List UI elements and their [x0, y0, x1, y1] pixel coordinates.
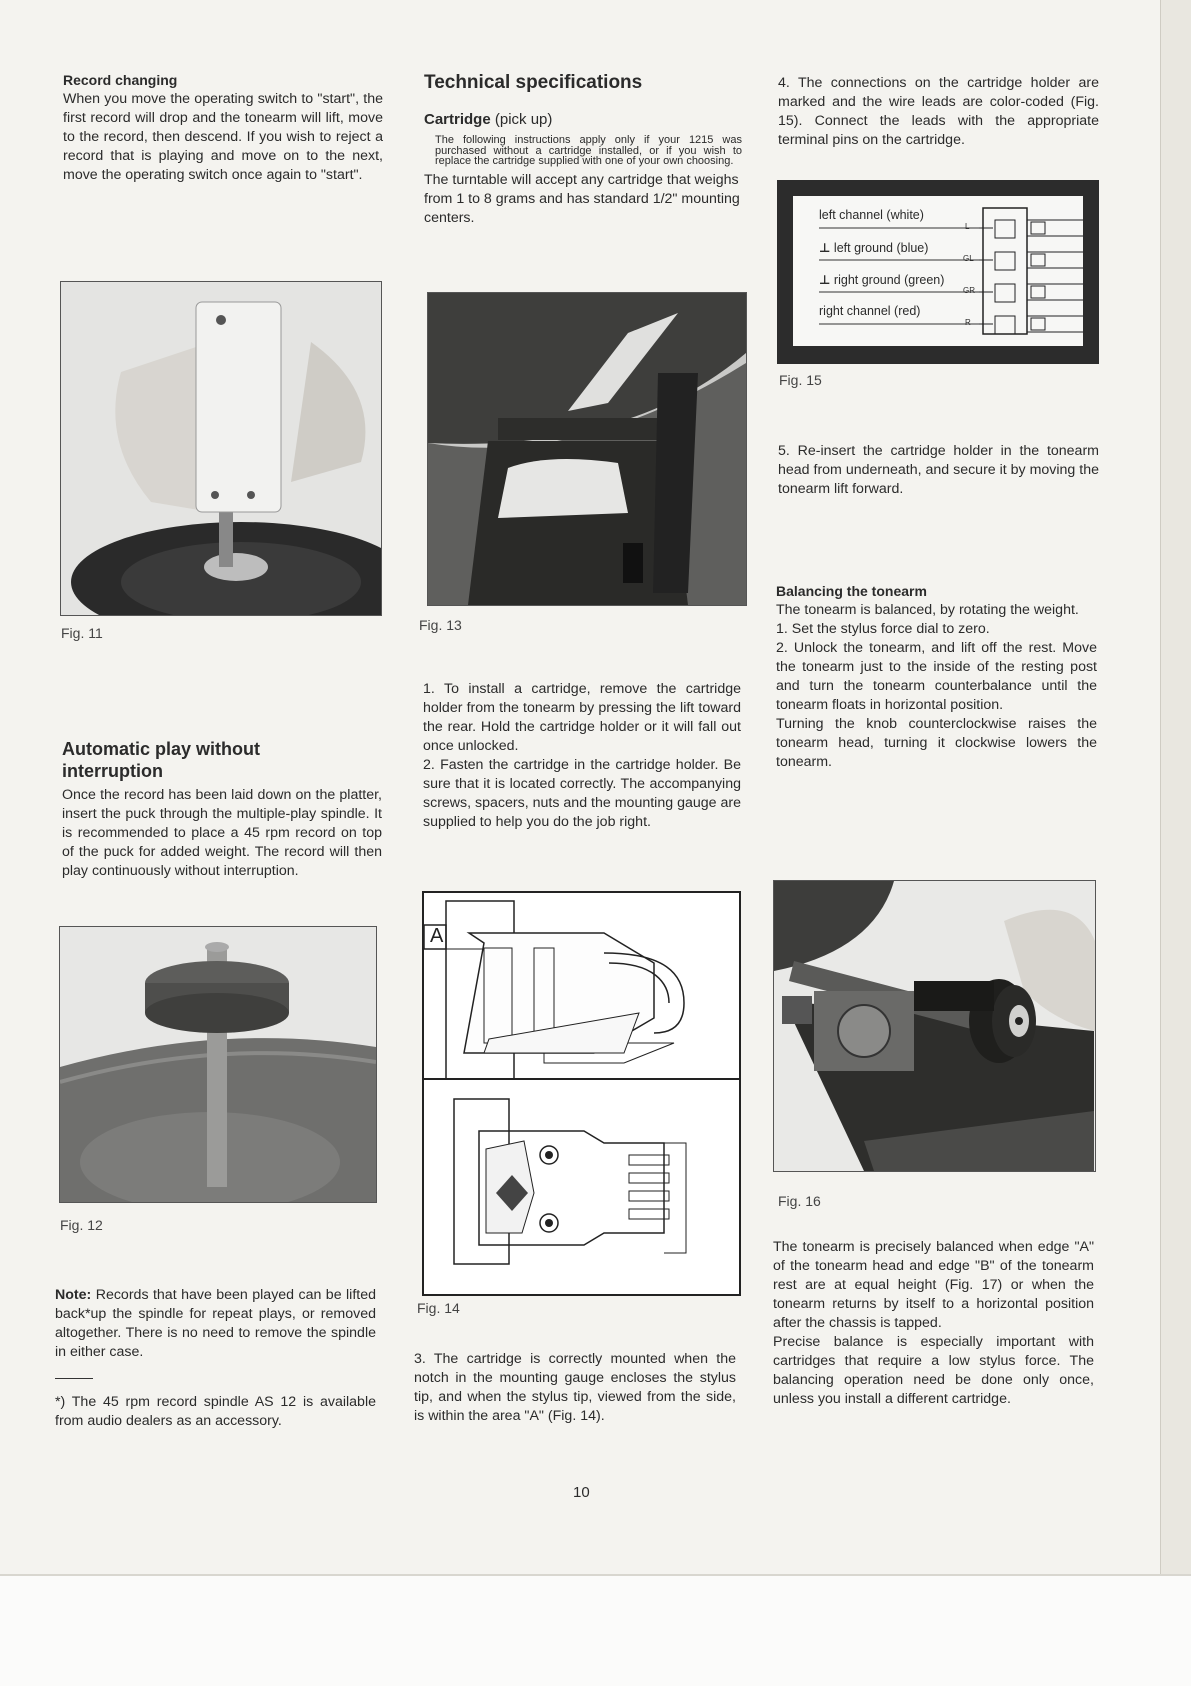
technical-title: Technical specifications — [424, 72, 643, 93]
fig15-caption: Fig. 15 — [779, 372, 822, 388]
cartridge-sub: (pick up) — [494, 111, 553, 128]
balancing-section — [776, 583, 1097, 772]
technical-section — [424, 72, 742, 228]
fig14-area-label: A — [430, 925, 444, 947]
pin-mark-r: R — [965, 318, 971, 327]
ground-symbol-icon: ⊥ — [819, 273, 831, 287]
technical-small-print: The following instructions apply only if your 1215 was purchased without a cartridge installed, or if you wish to replace the cartridge supplied with one of your own choosing. — [435, 134, 742, 167]
record-changing-title: Record changing — [63, 72, 178, 88]
balancing-text: The tonearm is balanced, by rotating the weight. 1. Set the stylus force dial to zero. 2. Unlock the tonearm, and lift off the rest. Move the tonearm just to the inside of the resting post and turn the tonearm counterbalance until the tonearm floats in horizontal position. Turning the knob counterclockwise raises the tonearm head, turning it clockwise lowers the tonearm. — [776, 602, 1097, 770]
step5-section — [778, 442, 1099, 499]
install-steps-text: 1. To install a cartridge, remove the cartridge holder from the tonearm by pressing the lift toward the rear. Hold the cartridge holder or it will fall out once unlocked. 2. Fasten the cartridge in the cartridge holder. Be sure that it is located correctly. The accompanying screws, spacers, nuts and the mounting gauge are supplied to help you do the job right. — [423, 681, 741, 830]
left-ground-label: ⊥ left ground (blue) — [819, 241, 929, 255]
note-text: Records that have been played can be lifted back*up the spindle for repeat plays, or removed altogether. There is no need to remove the spindle in either case. — [55, 1287, 376, 1360]
fig12-caption: Fig. 12 — [60, 1217, 103, 1233]
note-section — [55, 1286, 376, 1431]
right-channel-label: right channel (red) — [819, 304, 921, 318]
record-changing-section — [63, 72, 383, 185]
wiring-panel — [793, 196, 1083, 346]
footnote-text: *) The 45 rpm record spindle AS 12 is available from audio dealers as an accessory. — [55, 1394, 376, 1429]
note-label: Note: — [55, 1287, 92, 1303]
balancing-title: Balancing the tonearm — [776, 583, 927, 599]
right-ground-label: ⊥ right ground (green) — [819, 273, 945, 287]
pin-mark-gr: GR — [963, 286, 975, 295]
fig16-photo — [773, 880, 1096, 1172]
page-edge — [1160, 0, 1191, 1574]
fig13-photo — [427, 292, 747, 606]
left-channel-label: left channel (white) — [819, 208, 924, 222]
precise-balance-section — [773, 1238, 1094, 1409]
pin-mark-gl: GL — [963, 254, 974, 263]
cartridge-label: Cartridge — [424, 111, 491, 128]
ground-symbol-icon: ⊥ — [819, 241, 831, 255]
step3-section — [414, 1350, 736, 1426]
fig14-diagram — [422, 891, 741, 1296]
precise-balance-text: The tonearm is precisely balanced when edge "A" of the tonearm head and edge "B" of the tonearm rest are at equal height (Fig. 17) or when the tonearm returns by itself to a horizontal position after the chassis is tapped. Precise balance is especially important with cartridges that require a low stylus force. The balancing operation need be done only once, unless you install a different cartridge. — [773, 1239, 1094, 1407]
step5-text: 5. Re-insert the cartridge holder in the tonearm head from underneath, and secure it by moving the tonearm lift forward. — [778, 443, 1099, 497]
fig15-diagram — [777, 180, 1099, 364]
fig16-caption: Fig. 16 — [778, 1193, 821, 1209]
record-changing-text: When you move the operating switch to "start", the first record will drop and the tonearm will lift, move to the record, then descend. If you wish to reject a record that is playing and move on to the next, move the operating switch once again to "start". — [63, 91, 383, 183]
step3-text: 3. The cartridge is correctly mounted when the notch in the mounting gauge encloses the stylus tip, and when the stylus tip, viewed from the side, is within the area "A" (Fig. 14). — [414, 1351, 736, 1424]
automatic-play-text: Once the record has been laid down on the platter, insert the puck through the multiple-play spindle. It is recommended to place a 45 rpm record on top of the puck for added weight. The record will then play continuously without interruption. — [62, 787, 382, 879]
step4-text: 4. The connections on the cartridge holder are marked and the wire leads are color-coded (Fig. 15). Connect the leads with the appropriate terminal pins on the cartridge. — [778, 75, 1099, 148]
fig11-photo — [60, 281, 382, 616]
technical-accept-text: The turntable will accept any cartridge that weighs from 1 to 8 grams and has standard 1/2" mounting centers. — [424, 171, 740, 226]
automatic-play-section — [62, 738, 382, 881]
install-steps-section — [423, 680, 741, 832]
footnote-rule — [55, 1378, 93, 1379]
fig13-caption: Fig. 13 — [419, 617, 462, 633]
fig11-caption: Fig. 11 — [61, 625, 103, 641]
step4-section — [778, 74, 1099, 150]
fig12-photo — [59, 926, 377, 1203]
fig14-caption: Fig. 14 — [417, 1300, 460, 1316]
page-number: 10 — [573, 1484, 590, 1501]
scan-margin — [0, 1574, 1191, 1686]
pin-mark-l: L — [965, 222, 970, 231]
automatic-play-title: Automatic play without interruption — [62, 739, 260, 781]
